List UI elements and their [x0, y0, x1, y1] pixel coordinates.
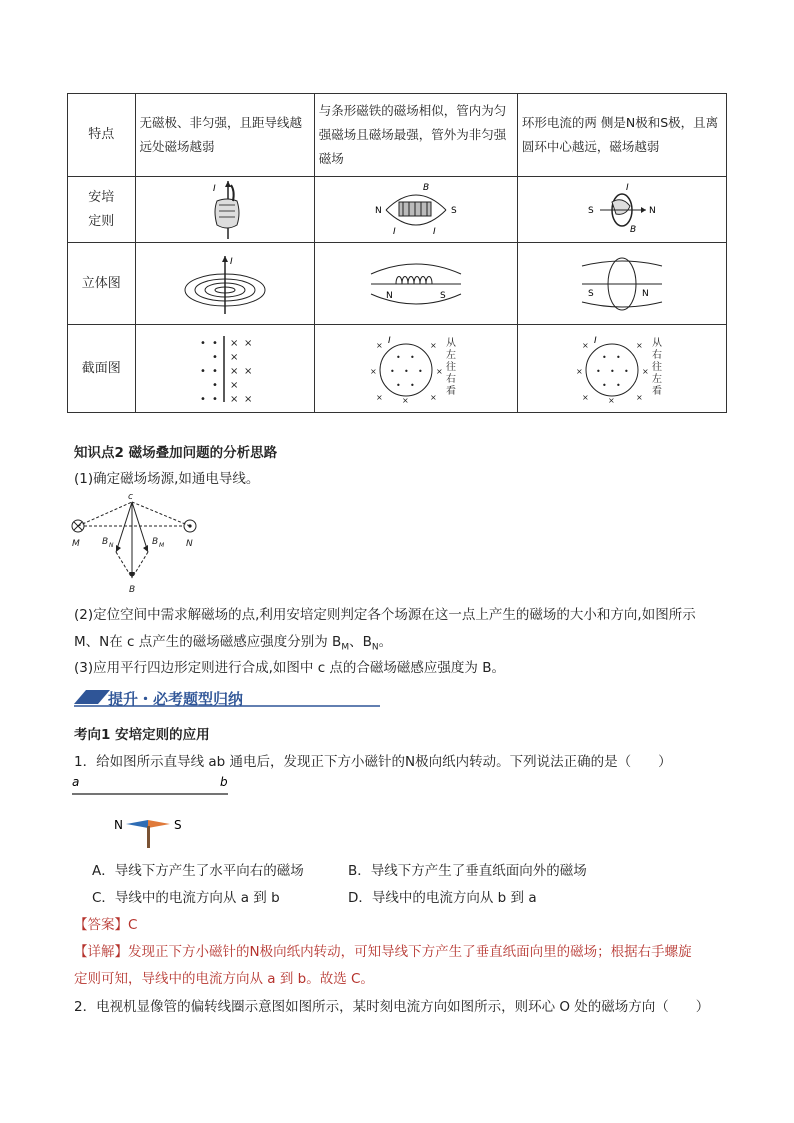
wire-needle-figure [70, 772, 240, 852]
svg-text:I: I [432, 226, 436, 237]
svg-text:B: B [129, 585, 136, 595]
question-1: 1．给如图所示直导线 ab 通电后，发现正下方小磁针的N极向纸内转动。下列说法正确的是（ ） [74, 754, 672, 770]
option-b[interactable]: B．导线下方产生了垂直纸面向外的磁场 [348, 863, 587, 879]
svg-text:•: • [417, 366, 423, 376]
answer: 【答案】C [74, 917, 138, 933]
superposition-diagram [66, 492, 206, 596]
svg-text:×: × [607, 395, 615, 404]
svg-text:看: 看 [651, 385, 662, 397]
cell-loop-features: 环形电流的两 侧是N极和S极，且离圆环中心越远，磁场越弱 [521, 115, 719, 154]
svg-text:B: B [152, 537, 159, 547]
svg-text:S: S [587, 288, 594, 299]
svg-text:I: I [392, 226, 396, 237]
svg-text:B: B [422, 182, 430, 193]
svg-text:•: • [615, 352, 621, 362]
loop-hand-figure [582, 180, 662, 240]
row-header-ampere: 安培 定则 [68, 177, 136, 243]
svg-text:N: N [109, 542, 114, 549]
svg-text:•: • [409, 352, 415, 362]
svg-text:•: • [199, 393, 206, 404]
solenoid-hand-figure [371, 180, 461, 240]
svg-text:×: × [229, 365, 239, 377]
svg-text:I: I [387, 335, 391, 346]
table-row-ampere [68, 177, 727, 243]
svg-text:×: × [435, 366, 443, 376]
svg-text:•: • [403, 366, 409, 376]
section2-p2-line1: (2)定位空间中需求解磁场的点,利用安培定则判定各个场源在这一点上产生的磁场的大小和方向,如图所示 [74, 607, 696, 623]
svg-text:右: 右 [651, 349, 662, 361]
svg-text:•: • [199, 337, 206, 349]
detail-line2: 定则可知，导线中的电流方向从 a 到 b。故选 C。 [74, 971, 374, 987]
svg-text:I: I [229, 256, 233, 267]
svg-text:×: × [243, 365, 253, 377]
direction1-heading: 考向1 安培定则的应用 [74, 727, 210, 743]
svg-text:从: 从 [445, 337, 456, 349]
svg-text:•: • [211, 393, 218, 404]
table-row-stereo [68, 243, 727, 325]
svg-text:•: • [211, 379, 218, 391]
cell-solenoid-features: 与条形磁铁的磁场相似，管内为匀强磁场且磁场最强，管外为非匀强磁场 [318, 103, 507, 166]
svg-text:×: × [401, 395, 409, 404]
svg-text:•: • [601, 380, 607, 390]
svg-text:•: • [389, 366, 395, 376]
svg-text:×: × [635, 392, 643, 402]
svg-text:从: 从 [651, 337, 662, 349]
option-c[interactable]: C．导线中的电流方向从 a 到 b [92, 890, 280, 906]
svg-text:•: • [615, 380, 621, 390]
svg-text:看: 看 [445, 385, 456, 397]
svg-text:S: S [174, 818, 182, 832]
cell-straight-wire-features: 无磁极、非匀强，且距导线越远处磁场越弱 [139, 115, 303, 154]
svg-text:S: S [439, 290, 446, 301]
table-row-section [68, 325, 727, 413]
svg-text:×: × [575, 366, 583, 376]
straight-wire-section-view [190, 334, 260, 404]
detail-line1: 【详解】发现正下方小磁针的N极向纸内转动，可知导线下方产生了垂直纸面向里的磁场；根据右手螺旋 [74, 944, 692, 960]
svg-text:×: × [229, 379, 239, 391]
svg-text:N: N [114, 818, 123, 832]
svg-text:I: I [625, 182, 629, 193]
svg-text:B: B [102, 537, 109, 547]
section2-p1: (1)确定磁场场源,如通电导线。 [74, 471, 260, 487]
svg-text:S: S [587, 205, 594, 216]
svg-text:•: • [211, 337, 218, 349]
svg-text:N: N [385, 290, 393, 301]
svg-text:b: b [220, 775, 228, 789]
svg-text:•: • [211, 365, 218, 377]
svg-text:•: • [623, 366, 629, 376]
svg-text:N: N [648, 205, 656, 216]
svg-text:M: M [72, 539, 80, 549]
banner-title: 提升・必考题型归纳 [108, 690, 244, 708]
svg-text:×: × [429, 392, 437, 402]
option-d[interactable]: D．导线中的电流方向从 b 到 a [348, 890, 537, 906]
svg-text:•: • [395, 380, 401, 390]
row-header-features: 特点 [68, 94, 136, 177]
svg-text:往: 往 [445, 361, 456, 373]
row-header-section: 截面图 [68, 325, 136, 413]
solenoid-section-view [366, 334, 466, 404]
svg-text:•: • [601, 352, 607, 362]
svg-text:I: I [593, 335, 597, 346]
svg-text:×: × [375, 340, 383, 350]
svg-text:往: 往 [651, 361, 662, 373]
svg-text:×: × [369, 366, 377, 376]
straight-wire-field-rings [180, 252, 270, 316]
svg-text:•: • [595, 366, 601, 376]
svg-text:N: N [641, 288, 649, 299]
svg-text:×: × [229, 351, 239, 363]
svg-text:左: 左 [651, 373, 662, 385]
table-row-features [68, 94, 727, 177]
svg-text:×: × [375, 392, 383, 402]
svg-text:M: M [159, 542, 165, 549]
svg-text:左: 左 [445, 349, 456, 361]
loop-section-view [572, 334, 672, 404]
svg-text:×: × [581, 340, 589, 350]
svg-text:N: N [186, 539, 193, 549]
svg-text:×: × [635, 340, 643, 350]
svg-text:S: S [450, 205, 457, 216]
svg-text:•: • [199, 365, 206, 377]
loop-field-lines [572, 252, 672, 316]
svg-text:右: 右 [445, 373, 456, 385]
svg-text:×: × [229, 337, 239, 349]
question-2: 2．电视机显像管的偏转线圈示意图如图所示，某时刻电流方向如图所示，则环心 O 处的磁场方向（ ） [74, 999, 710, 1015]
solenoid-field-lines [366, 254, 466, 314]
svg-text:c: c [128, 492, 133, 502]
comparison-table [67, 93, 727, 413]
svg-text:•: • [609, 366, 615, 376]
svg-text:×: × [229, 393, 239, 404]
svg-text:N: N [374, 205, 382, 216]
svg-text:B: B [629, 224, 637, 235]
svg-text:•: • [211, 351, 218, 363]
option-a[interactable]: A．导线下方产生了水平向右的磁场 [92, 863, 304, 879]
svg-text:×: × [581, 392, 589, 402]
svg-text:•: • [395, 352, 401, 362]
svg-text:×: × [429, 340, 437, 350]
svg-text:•: • [409, 380, 415, 390]
section2-p2-line2: M、N在 c 点产生的磁场磁感应强度分别为 $B_M$、$B_N$。 [74, 634, 393, 653]
svg-text:×: × [641, 366, 649, 376]
svg-text:×: × [243, 337, 253, 349]
straight-wire-hand-figure [195, 179, 255, 241]
svg-text:a: a [72, 775, 80, 789]
row-header-stereo: 立体图 [68, 243, 136, 325]
svg-text:×: × [243, 393, 253, 404]
svg-text:I: I [212, 183, 216, 194]
section2-p3: (3)应用平行四边形定则进行合成,如图中 c 点的合磁场磁感应强度为 B。 [74, 660, 505, 676]
section2-heading: 知识点2 磁场叠加问题的分析思路 [74, 445, 278, 461]
